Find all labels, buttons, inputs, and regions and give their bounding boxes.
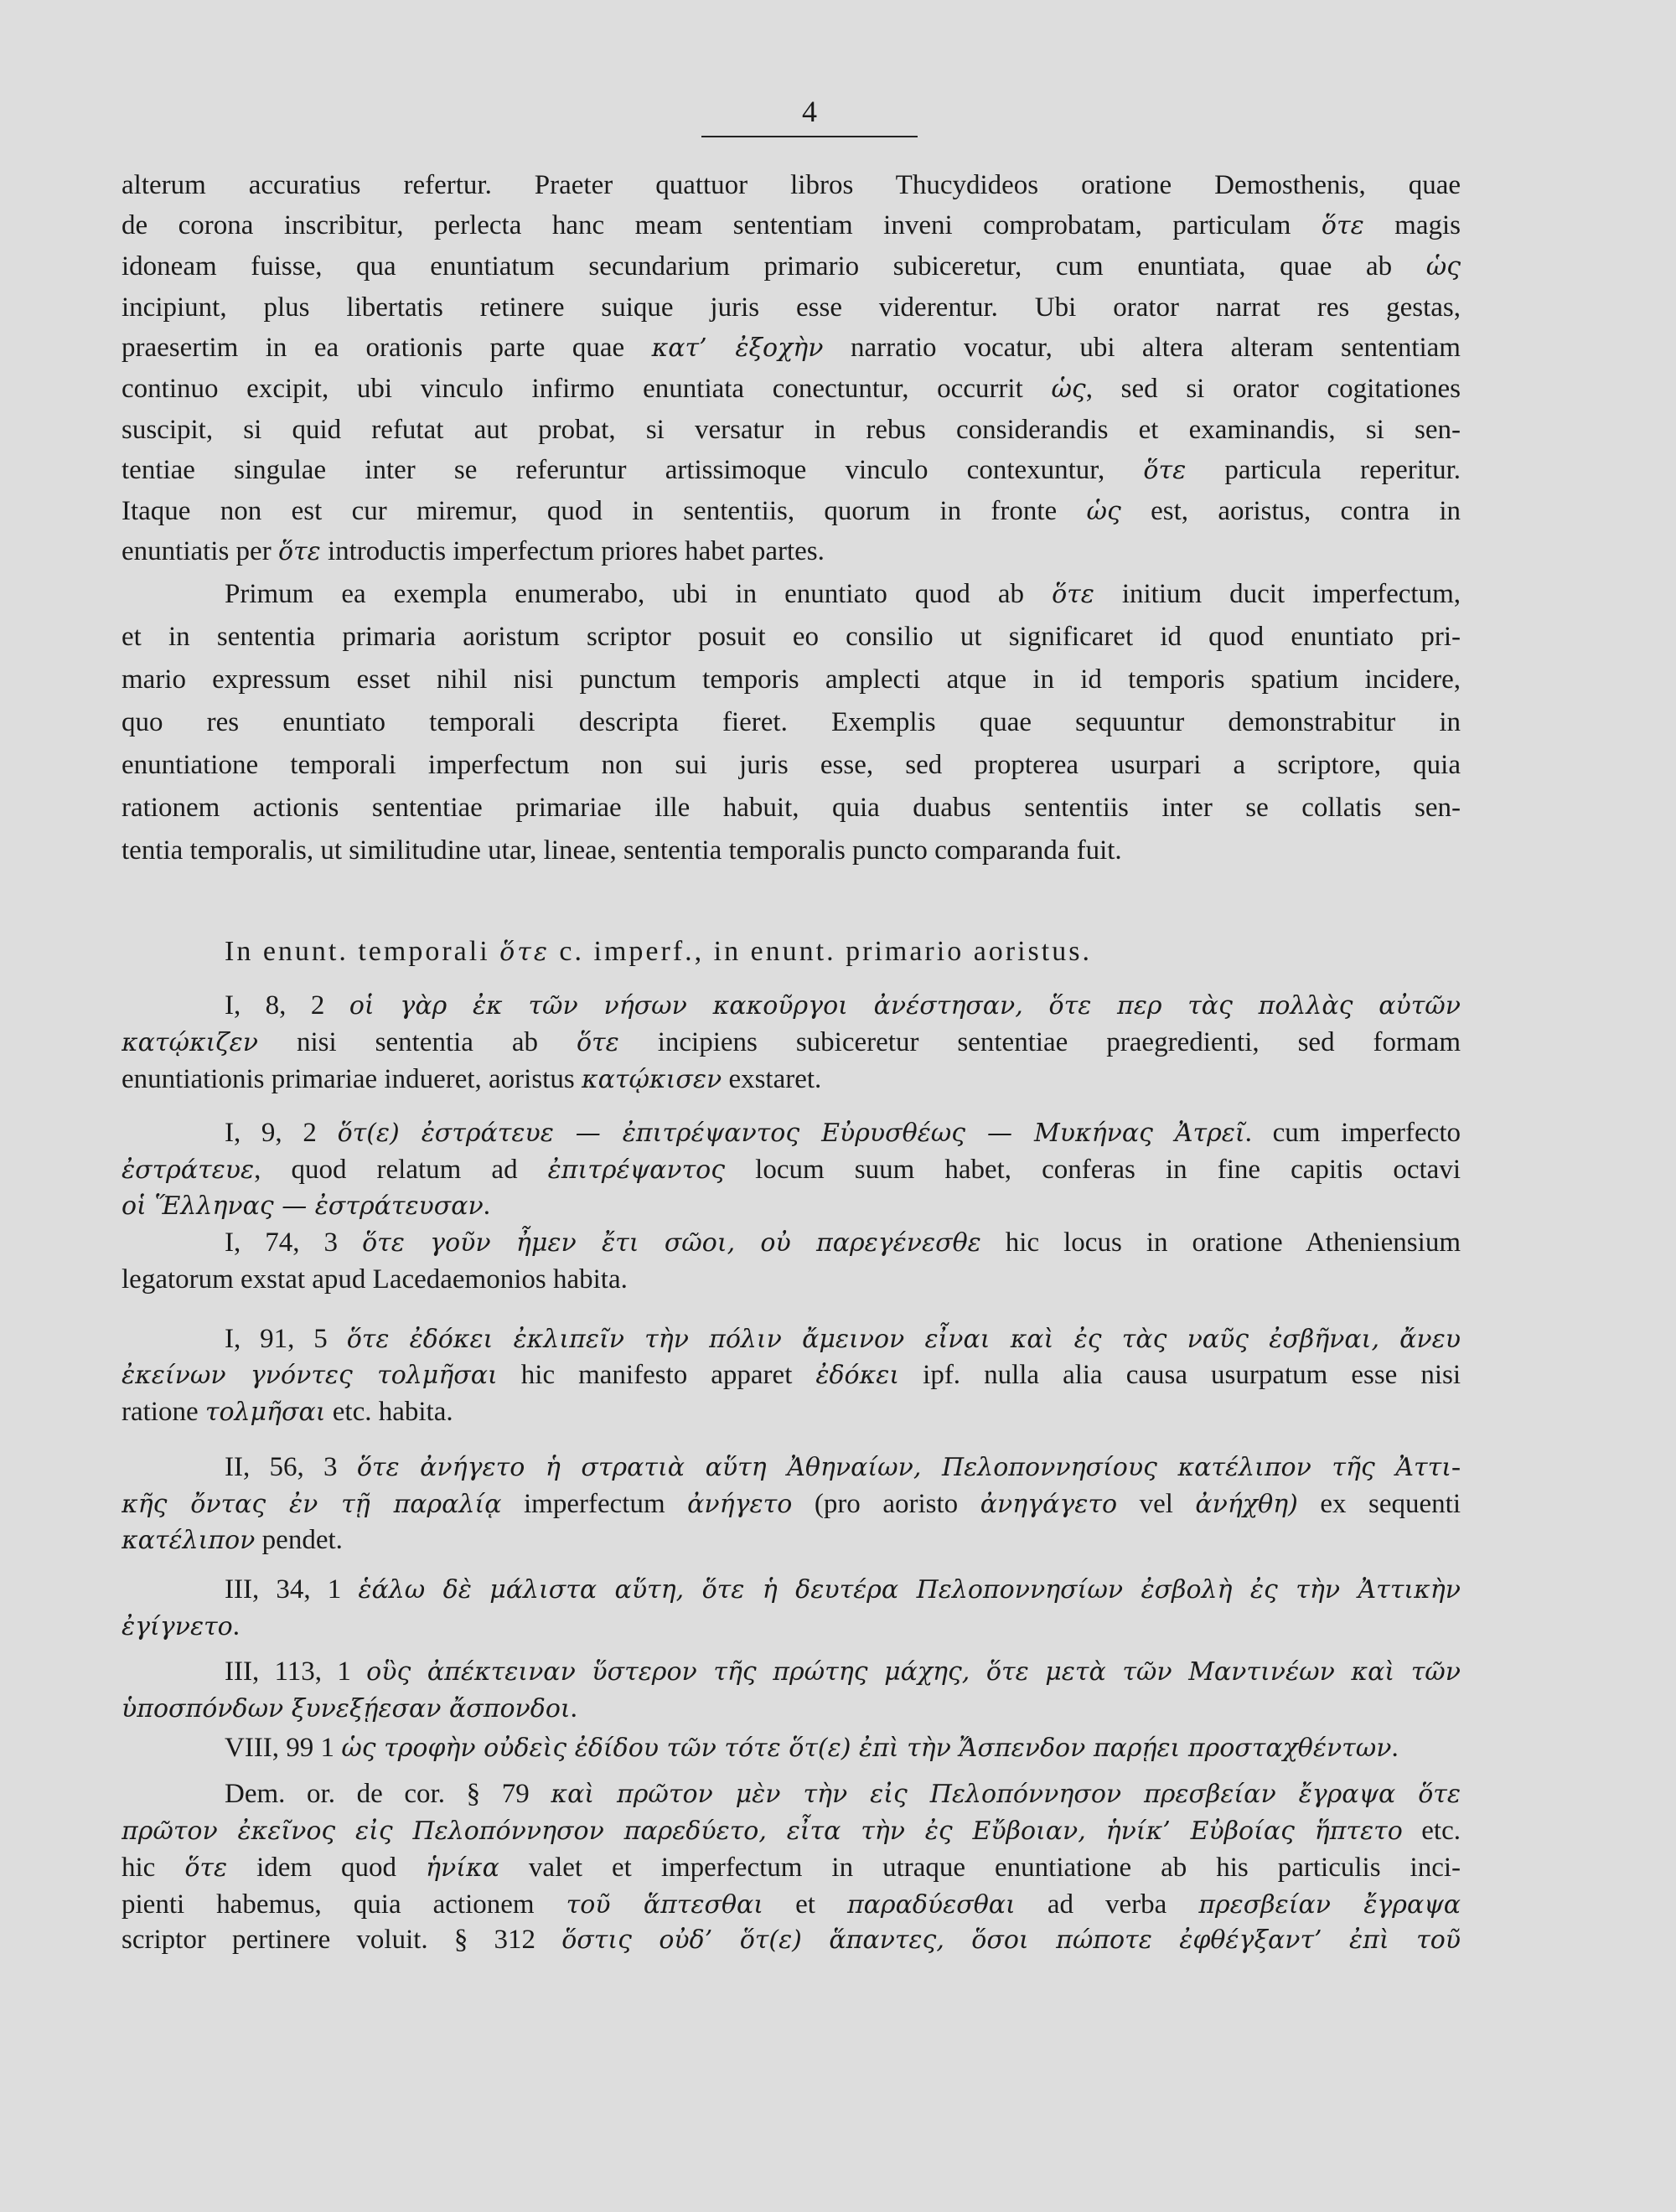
paragraph-line: Itaque non est cur miremur, quod in sententiis, quorum in fronte ὡς est, aoristus, contra in	[122, 496, 1461, 526]
greek-quotation: πρεσβείαν ἔγραψα	[1198, 1890, 1461, 1920]
example-line: enuntiationis primariae indueret, aoristus κατῴκισεν exstaret.	[122, 1064, 822, 1094]
paragraph-line: tentiae singulae inter se referuntur artissimoque vinculo contexuntur, ὅτε particula reperitur.	[122, 455, 1461, 485]
greek-quotation: ὅτε ἀνήγετο ἡ στρατιὰ αὕτη Ἀθηναίων, Πελοποννησίους κατέλιπον τῆς Ἀττι	[356, 1453, 1451, 1482]
greek-quotation: ἐδόκει	[815, 1361, 900, 1390]
greek-quotation: κατῴκισεν	[581, 1065, 722, 1094]
paragraph-line: praesertim in ea orationis parte quae κατ’ ἐξοχὴν narratio vocatur, ubi altera alteram sententiam	[122, 333, 1461, 363]
greek-quotation: κῆς ὄντας ἐν τῇ παραλίᾳ	[122, 1490, 502, 1519]
greek-quotation: ὅτε ἐδόκει ἐκλιπεῖν τὴν πόλιν ἄμεινον εἶναι καὶ ἐς τὰς ναῦς ἐσβῆναι, ἄνευ	[346, 1325, 1461, 1354]
greek-quotation: ἀνηγάγετο	[980, 1490, 1118, 1519]
paragraph-line: et in sententia primaria aoristum scriptor posuit eo consilio ut significaret id quod enuntiato pri-	[122, 622, 1461, 652]
greek-quotation: παραδύεσθαι	[846, 1890, 1016, 1920]
greek-quotation: ἀνήχθη)	[1195, 1490, 1298, 1519]
greek-quotation: οὓς ἀπέκτειναν ὕστερον τῆς πρώτης μάχης, ὅτε μετὰ τῶν Μαντινέων καὶ τῶν	[366, 1657, 1461, 1687]
greek-quotation: ἀνήγετο	[687, 1490, 793, 1519]
example-line: scriptor pertinere voluit. § 312 ὅστις οὐδ’ ὅτ(ε) ἅπαντες, ὅσοι πώποτε ἐφθέγξαντ’ ἐπὶ τοῦ	[122, 1925, 1461, 1955]
example-line: III, 34, 1 ἑάλω δὲ μάλιστα αὕτη, ὅτε ἡ δευτέρα Πελοποννησίων ἐσβολὴ ἐς τὴν Ἀττικὴν	[225, 1574, 1461, 1605]
example-line: πρῶτον ἐκεῖνος εἰς Πελοπόννησον παρεδύετο, εἶτα τὴν ἐς Εὔβοιαν, ἡνίκ’ Εὐβοίας ἥπτετο etc.	[122, 1816, 1461, 1846]
greek-quotation: ὅτε	[1143, 456, 1187, 485]
greek-quotation: ὅτε	[499, 938, 550, 967]
greek-quotation: καὶ πρῶτον μὲν τὴν εἰς Πελοπόννησον πρεσβείαν ἔγραψα ὅτε	[551, 1780, 1461, 1809]
greek-quotation: ἐστράτευε	[122, 1155, 255, 1185]
example-line: κατέλιπον pendet.	[122, 1525, 343, 1555]
greek-quotation: ὅστις οὐδ’ ὅτ(ε) ἅπαντες, ὅσοι πώποτε ἐφθέγξαντ’ ἐπὶ τοῦ	[561, 1925, 1461, 1955]
paragraph-line: tentia temporalis, ut similitudine utar, lineae, sententia temporalis puncto comparanda fuit.	[122, 835, 1122, 866]
example-line: κατῴκιζεν nisi sententia ab ὅτε incipiens subiceretur sententiae praegredienti, sed formam	[122, 1027, 1461, 1057]
greek-quotation: ἐγίγνετο	[122, 1612, 233, 1641]
paragraph-line: idoneam fuisse, qua enuntiatum secundarium primario subiceretur, cum enuntiata, quae ab ὡς	[122, 251, 1461, 282]
greek-quotation: κατῴκιζεν	[122, 1028, 259, 1057]
paragraph-line: Primum ea exempla enumerabo, ubi in enuntiato quod ab ὅτε initium ducit imperfectum,	[225, 579, 1461, 609]
greek-quotation: ὅτε	[1321, 211, 1364, 240]
example-line: οἱ Ἕλληνας — ἐστράτευσαν.	[122, 1191, 490, 1221]
greek-quotation: οἱ Ἕλληνας — ἐστράτευσαν	[122, 1191, 484, 1221]
paragraph-line: incipiunt, plus libertatis retinere suique juris esse viderentur. Ubi orator narrat res gestas,	[122, 292, 1461, 323]
greek-quotation: ἑάλω δὲ μάλιστα αὕτη, ὅτε ἡ δευτέρα Πελοποννησίων ἐσβολὴ ἐς τὴν Ἀττικὴν	[358, 1575, 1461, 1605]
example-line: VIII, 99 1 ὡς τροφὴν οὐδεὶς ἐδίδου τῶν τότε ὅτ(ε) ἐπὶ τὴν Ἄσπενδον παρῄει προσταχθέντων.	[225, 1733, 1399, 1763]
greek-quotation: ὡς	[1086, 497, 1121, 526]
greek-quotation: ὅτε	[1052, 580, 1094, 609]
greek-quotation: τοῦ ἅπτεσθαι	[566, 1890, 764, 1920]
greek-quotation: ἐπιτρέψαντος	[547, 1155, 726, 1185]
greek-quotation: τολμῆσαι	[204, 1398, 326, 1427]
paragraph-line: rationem actionis sententiae primariae ille habuit, quia duabus sententiis inter se collatis sen-	[122, 793, 1461, 823]
greek-quotation: ὡς τροφὴν οὐδεὶς ἐδίδου τῶν τότε ὅτ(ε) ἐπὶ τὴν Ἄσπενδον παρῄει προσταχθέντων	[341, 1734, 1392, 1763]
example-line: ratione τολμῆσαι etc. habita.	[122, 1397, 453, 1427]
greek-quotation: κατέλιπον	[122, 1526, 256, 1555]
paragraph-line: alterum accuratius refertur. Praeter quattuor libros Thucydideos oratione Demosthenis, quae	[122, 170, 1461, 200]
paragraph-line: quo res enuntiato temporali descripta fieret. Exemplis quae sequuntur demonstrabitur in	[122, 707, 1461, 737]
example-line: pienti habemus, quia actionem τοῦ ἅπτεσθαι et παραδύεσθαι ad verba πρεσβείαν ἔγραψα	[122, 1889, 1461, 1920]
paragraph-line: enuntiatis per ὅτε introductis imperfectum priores habet partes.	[122, 536, 825, 566]
paragraph-line: de corona inscribitur, perlecta hanc meam sententiam inveni comprobatam, particulam ὅτε magis	[122, 210, 1461, 240]
greek-quotation: ὅτε γοῦν ἦμεν ἔτι σῶοι, οὐ παρεγένεσθε	[362, 1228, 981, 1258]
section-heading: In enunt. temporali ὅτε c. imperf., in enunt. primario aoristus.	[225, 936, 1092, 967]
paragraph-line: enuntiatione temporali imperfectum non sui juris esse, sed propterea usurpari a scriptore, quia	[122, 750, 1461, 780]
greek-quotation: πρῶτον ἐκεῖνος εἰς Πελοπόννησον παρεδύετο, εἶτα τὴν ἐς Εὔβοιαν, ἡνίκ’ Εὐβοίας ἥπτετο	[122, 1817, 1403, 1846]
example-line: ἐστράτευε, quod relatum ad ἐπιτρέψαντος locum suum habet, conferas in fine capitis octavi	[122, 1155, 1461, 1185]
example-line: I, 91, 5 ὅτε ἐδόκει ἐκλιπεῖν τὴν πόλιν ἄμεινον εἶναι καὶ ἐς τὰς ναῦς ἐσβῆναι, ἄνευ	[225, 1324, 1461, 1354]
example-line: ἐκείνων γνόντες τολμῆσαι hic manifesto apparet ἐδόκει ipf. nulla alia causa usurpatum esse nisi	[122, 1360, 1461, 1390]
example-line: II, 56, 3 ὅτε ἀνήγετο ἡ στρατιὰ αὕτη Ἀθηναίων, Πελοποννησίους κατέλιπον τῆς Ἀττι-	[225, 1452, 1461, 1482]
example-line: κῆς ὄντας ἐν τῇ παραλίᾳ imperfectum ἀνήγετο (pro aoristo ἀνηγάγετο vel ἀνήχθη) ex sequenti	[122, 1489, 1461, 1519]
example-line: III, 113, 1 οὓς ἀπέκτειναν ὕστερον τῆς πρώτης μάχης, ὅτε μετὰ τῶν Μαντινέων καὶ τῶν	[225, 1656, 1461, 1687]
example-line: ὑποσπόνδων ξυνεξῄεσαν ἄσπονδοι.	[122, 1693, 577, 1724]
example-line: Dem. or. de cor. § 79 καὶ πρῶτον μὲν τὴν εἰς Πελοπόννησον πρεσβείαν ἔγραψα ὅτε	[225, 1779, 1461, 1809]
paragraph-line: continuo excipit, ubi vinculo infirmo enuntiata conectuntur, occurrit ὡς, sed si orator cogitationes	[122, 374, 1461, 404]
greek-quotation: κατ’ ἐξοχὴν	[651, 333, 824, 363]
paragraph-line: mario expressum esset nihil nisi punctum temporis amplecti atque in id temporis spatium incidere,	[122, 664, 1461, 695]
greek-quotation: ὡς	[1051, 375, 1086, 404]
example-line: I, 8, 2 οἱ γὰρ ἐκ τῶν νήσων κακοῦργοι ἀνέστησαν, ὅτε περ τὰς πολλὰς αὐτῶν	[225, 990, 1461, 1021]
example-line: ἐγίγνετο.	[122, 1611, 240, 1641]
page-number: 4	[802, 95, 817, 128]
greek-quotation: ἐκείνων γνόντες τολμῆσαι	[122, 1361, 498, 1390]
greek-quotation: ὑποσπόνδων ξυνεξῄεσαν ἄσπονδοι	[122, 1694, 571, 1724]
example-line: legatorum exstat apud Lacedaemonios habita.	[122, 1264, 628, 1295]
greek-quotation: ὡς	[1425, 252, 1461, 282]
example-line: I, 74, 3 ὅτε γοῦν ἦμεν ἔτι σῶοι, οὐ παρεγένεσθε hic locus in oratione Atheniensium	[225, 1227, 1461, 1258]
greek-quotation: ὅτε	[184, 1853, 228, 1883]
example-line: I, 9, 2 ὅτ(ε) ἐστράτευε — ἐπιτρέψαντος Εὐρυσθέως — Μυκήνας Ἀτρεῖ. cum imperfecto	[225, 1118, 1461, 1148]
greek-quotation: ἡνίκα	[426, 1853, 499, 1883]
page-number-rule	[701, 136, 918, 137]
example-line: hic ὅτε idem quod ἡνίκα valet et imperfectum in utraque enuntiatione ab his particulis inci-	[122, 1853, 1461, 1883]
greek-quotation: ὅτε	[277, 537, 321, 566]
greek-quotation: οἱ γὰρ ἐκ τῶν νήσων κακοῦργοι ἀνέστησαν, ὅτε περ τὰς πολλὰς αὐτῶν	[349, 991, 1461, 1021]
greek-quotation: ὅτ(ε) ἐστράτευε — ἐπιτρέψαντος Εὐρυσθέως — Μυκήνας Ἀτρεῖ	[337, 1119, 1245, 1148]
paragraph-line: suscipit, si quid refutat aut probat, si versatur in rebus considerandis et examinandis, si sen-	[122, 415, 1461, 445]
greek-quotation: ὅτε	[577, 1028, 619, 1057]
